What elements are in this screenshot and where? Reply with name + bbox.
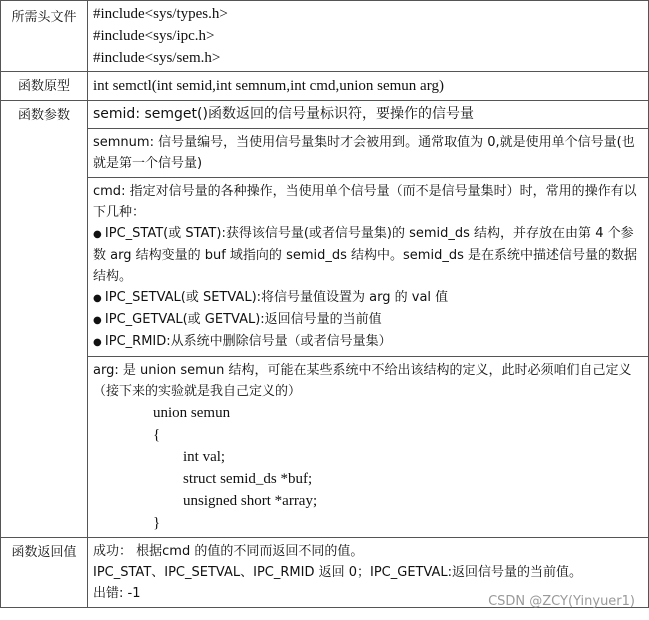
row-param-semnum	[1, 129, 649, 178]
header-line: #include<sys/types.h>	[93, 6, 228, 22]
code-line: union semun	[153, 405, 231, 421]
label-params: 函数参数	[1, 101, 88, 538]
watermark: CSDN @ZCY(Yinyuer1)	[488, 594, 635, 609]
cmd-item: ● IPC_RMID:从系统中删除信号量（或者信号量集）	[93, 331, 643, 353]
cmd-item: ● IPC_STAT(或 STAT):获得该信号量(或者信号量集)的 semid_ds 结构，并存放在由第 4 个参数 arg 结构变量的 buf 域指向的 semid_ds 结构中。semid_ds 是在系统中描述信号量的数据结构。	[93, 223, 643, 287]
header-line: #include<sys/ipc.h>	[93, 28, 215, 44]
code-line: }	[153, 515, 161, 531]
code-line: int val;	[183, 449, 226, 465]
code-line: unsigned short *array;	[183, 493, 318, 509]
header-line: #include<sys/sem.h>	[93, 50, 221, 66]
cmd-item: ● IPC_GETVAL(或 GETVAL):返回信号量的当前值	[93, 309, 643, 331]
label-prototype: 函数原型	[1, 72, 88, 101]
value-param-arg	[88, 357, 649, 538]
return-detail: IPC_STAT、IPC_SETVAL、IPC_RMID 返回 0；IPC_GETVAL:返回信号量的当前值。	[93, 565, 583, 580]
return-success: 成功： 根据cmd 的值的不同而返回不同的值。	[93, 544, 364, 559]
code-line: {	[153, 427, 161, 443]
arg-intro: arg: 是 union semun 结构，可能在某些系统中不给出该结构的定义，此时必须咱们自己定义（接下来的实验就是我自己定义的）	[93, 363, 632, 399]
cmd-item: ● IPC_SETVAL(或 SETVAL):将信号量值设置为 arg 的 val 值	[93, 287, 643, 309]
row-headers	[1, 1, 649, 72]
code-line: struct semid_ds *buf;	[183, 471, 313, 487]
return-error: 出错: -1	[93, 586, 141, 601]
row-prototype	[1, 72, 649, 101]
value-param-semnum: semnum: 信号量编号，当使用信号量集时才会被用到。通常取值为 0,就是使用单个信号量(也就是第一个信号量)	[88, 129, 649, 178]
value-prototype: int semctl(int semid,int semnum,int cmd,union semun arg)	[88, 72, 649, 101]
value-param-semid: semid: semget()函数返回的信号量标识符，要操作的信号量	[88, 101, 649, 129]
label-headers: 所需头文件	[1, 1, 88, 72]
row-param-semid	[1, 101, 649, 129]
cmd-intro: cmd: 指定对信号量的各种操作，当使用单个信号量（而不是信号量集时）时，常用的操作有以下几种：	[93, 184, 637, 220]
row-param-arg	[1, 357, 649, 538]
value-param-cmd	[88, 178, 649, 357]
row-param-cmd	[1, 178, 649, 357]
label-returns: 函数返回值	[1, 538, 88, 608]
value-headers	[88, 1, 649, 72]
